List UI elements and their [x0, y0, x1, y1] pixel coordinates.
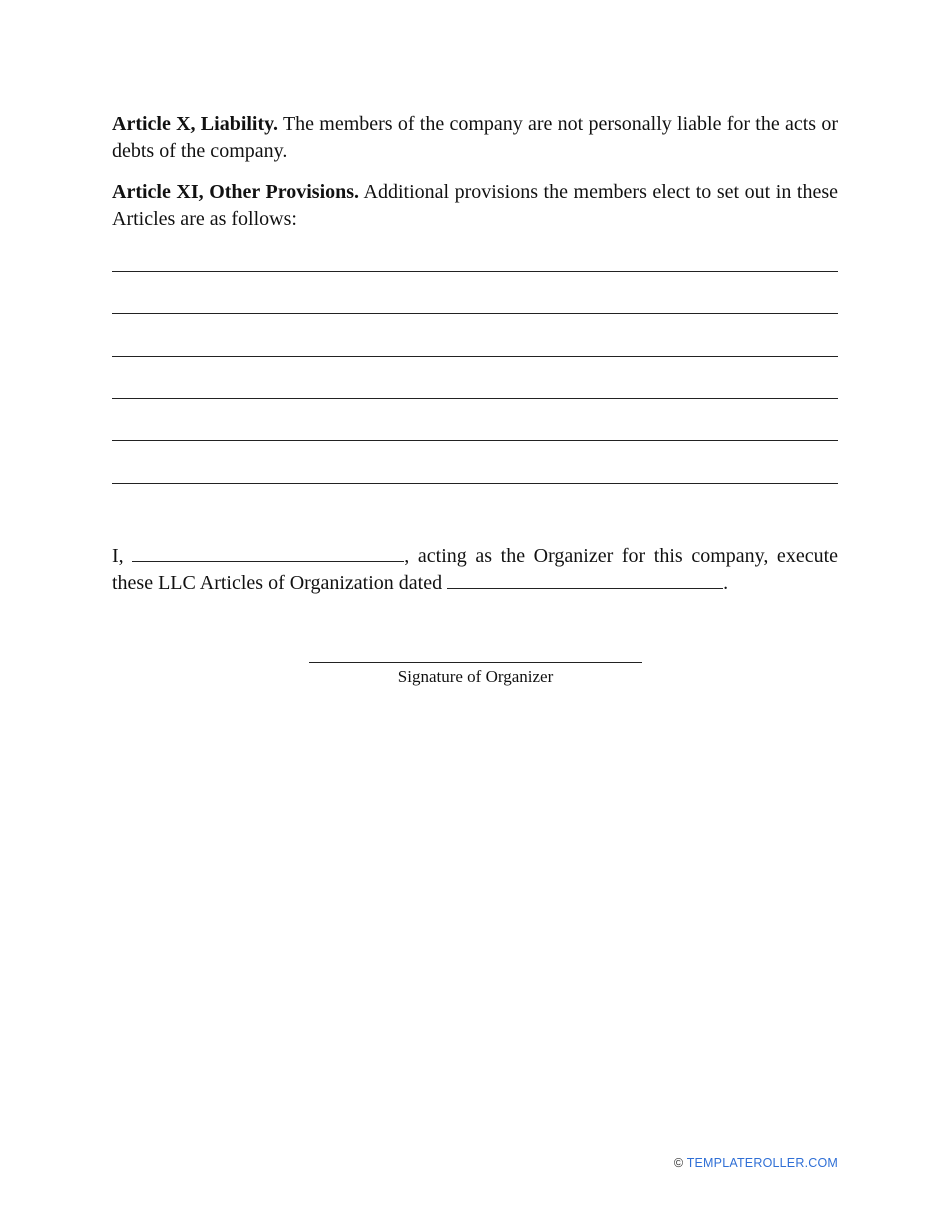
- article-xi-heading: Article XI, Other Provisions.: [112, 181, 360, 203]
- article-xi-text: Additional provisions the members elect to set out in these Articles are as follows:: [112, 181, 838, 230]
- article-xi-paragraph: [112, 179, 838, 233]
- signature-caption: Signature of Organizer: [397, 667, 554, 686]
- execution-middle: , acting as the Organizer for this company, execute these LLC Articles of Organization dated: [112, 545, 838, 594]
- provision-blank-line-5[interactable]: [112, 440, 838, 441]
- execution-prefix: I,: [112, 545, 133, 567]
- provision-blank-line-3[interactable]: [112, 356, 838, 357]
- signature-line[interactable]: [309, 662, 642, 663]
- footer-watermark: [674, 1156, 838, 1170]
- provision-blank-line-1[interactable]: [112, 271, 838, 272]
- article-x-paragraph: [112, 111, 838, 165]
- provision-blank-line-2[interactable]: [112, 313, 838, 314]
- copyright-symbol: ©: [673, 1156, 687, 1170]
- provision-blank-line-4[interactable]: [112, 398, 838, 399]
- organizer-name-blank[interactable]: [132, 543, 404, 562]
- article-x-heading: Article X, Liability.: [112, 113, 279, 135]
- article-x-text: The members of the company are not personally liable for the acts or debts of the company.: [112, 113, 838, 162]
- execution-suffix: .: [723, 572, 729, 594]
- execution-paragraph: [112, 543, 838, 597]
- footer-brand-link[interactable]: TEMPLATEROLLER.COM: [686, 1156, 838, 1170]
- date-blank[interactable]: [447, 570, 723, 589]
- provision-blank-line-6[interactable]: [112, 483, 838, 484]
